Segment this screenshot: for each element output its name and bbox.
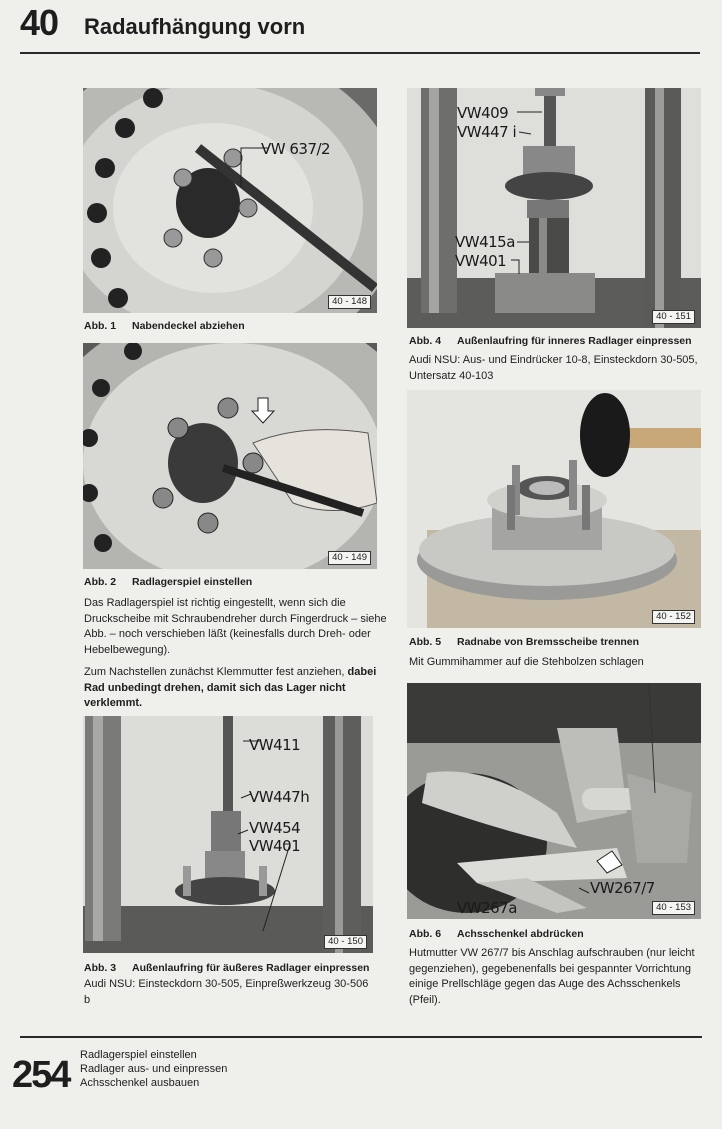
figure-4-caption <box>409 335 692 347</box>
header-rule <box>20 52 700 54</box>
footer-topic: Radlager aus- und einpressen <box>80 1063 228 1075</box>
figure-3-text: Audi NSU: Einsteckdorn 30-505, Einpreßwerkzeug 30-506 b <box>84 978 369 1006</box>
abb-number: Abb. 2 <box>84 576 117 588</box>
caption-text: Achsschenkel abdrücken <box>457 928 584 940</box>
footer-rule <box>20 1036 702 1038</box>
note-bold: dabei Rad unbedingt drehen, damit sich das Lager nicht verklemmt. <box>84 666 377 709</box>
note-normal: Zum Nachstellen zunächst Klemmutter fest anziehen, <box>84 666 345 678</box>
figure-2-caption <box>84 576 252 588</box>
tool-label: VW409 <box>457 104 509 122</box>
figure-ref: 40 - 149 <box>328 551 371 565</box>
abb-number: Abb. 5 <box>409 636 442 648</box>
abb-number: Abb. 6 <box>409 928 442 940</box>
chapter-number: 40 <box>20 2 59 43</box>
figure-1-caption <box>84 320 245 332</box>
tool-label: VW401 <box>249 837 301 855</box>
tool-label: VW454 <box>249 819 301 837</box>
figure-6-photo <box>407 683 701 919</box>
tool-label: VW 637/2 <box>261 140 331 158</box>
figure-5-text: Mit Gummihammer auf die Stehbolzen schlagen <box>409 656 644 668</box>
figure-2-text: Das Radlagerspiel ist richtig eingestellt, wenn sich die Druckscheibe mit Schraubendreher durch Fingerdruck – siehe Abb. – noch verschieben läßt (keinesfalls durch Dreh- oder Hebelbewegung). <box>84 597 387 656</box>
figure-6-caption <box>409 928 584 940</box>
abb-number: Abb. 1 <box>84 320 117 332</box>
tool-label: VW401 <box>455 252 507 270</box>
figure-3-caption <box>84 962 369 974</box>
chapter-title: Radaufhängung vorn <box>84 14 306 39</box>
caption-text: Außenlaufring für äußeres Radlager einpressen <box>132 962 370 974</box>
page-number: 254 <box>12 1054 70 1096</box>
tool-label: VW415a <box>455 233 515 251</box>
figure-5-photo <box>407 390 701 628</box>
figure-1-photo <box>83 88 377 313</box>
tool-label: VW447h <box>249 788 310 806</box>
figure-4-text: Audi NSU: Aus- und Eindrücker 10-8, Einsteckdorn 30-505, Untersatz 40-103 <box>409 354 698 382</box>
footer-topic: Radlagerspiel einstellen <box>80 1049 197 1061</box>
caption-text: Radlagerspiel einstellen <box>132 576 253 588</box>
figure-2-photo <box>83 343 377 569</box>
figure-ref: 40 - 148 <box>328 295 371 309</box>
footer-topic: Achsschenkel ausbauen <box>80 1077 200 1089</box>
figure-ref: 40 - 152 <box>652 610 695 624</box>
tool-label: VW411 <box>249 736 301 754</box>
figure-6-text: Hutmutter VW 267/7 bis Anschlag aufschrauben (nur leicht gegenziehen), gegebenenfalls bei gespannter Vorrichtung einige Prellschläge gegen das Auge des Achsschenkels (Pfeil). <box>409 947 695 1006</box>
figure-4-photo <box>407 88 701 328</box>
caption-text: Außenlaufring für inneres Radlager einpressen <box>457 335 692 347</box>
tool-label: VW447 i <box>457 123 517 141</box>
abb-number: Abb. 3 <box>84 962 117 974</box>
tool-label: VW267a <box>457 899 517 917</box>
figure-5-caption <box>409 636 639 648</box>
figure-2-note <box>84 665 390 712</box>
figure-3-photo <box>83 716 373 953</box>
figure-ref: 40 - 150 <box>324 935 367 949</box>
figure-ref: 40 - 153 <box>652 901 695 915</box>
caption-text: Nabendeckel abziehen <box>132 320 245 332</box>
footer-topics <box>80 1048 227 1090</box>
figure-ref: 40 - 151 <box>652 310 695 324</box>
tool-label: VW267/7 <box>590 879 655 897</box>
abb-number: Abb. 4 <box>409 335 442 347</box>
caption-text: Radnabe von Bremsscheibe trennen <box>457 636 640 648</box>
